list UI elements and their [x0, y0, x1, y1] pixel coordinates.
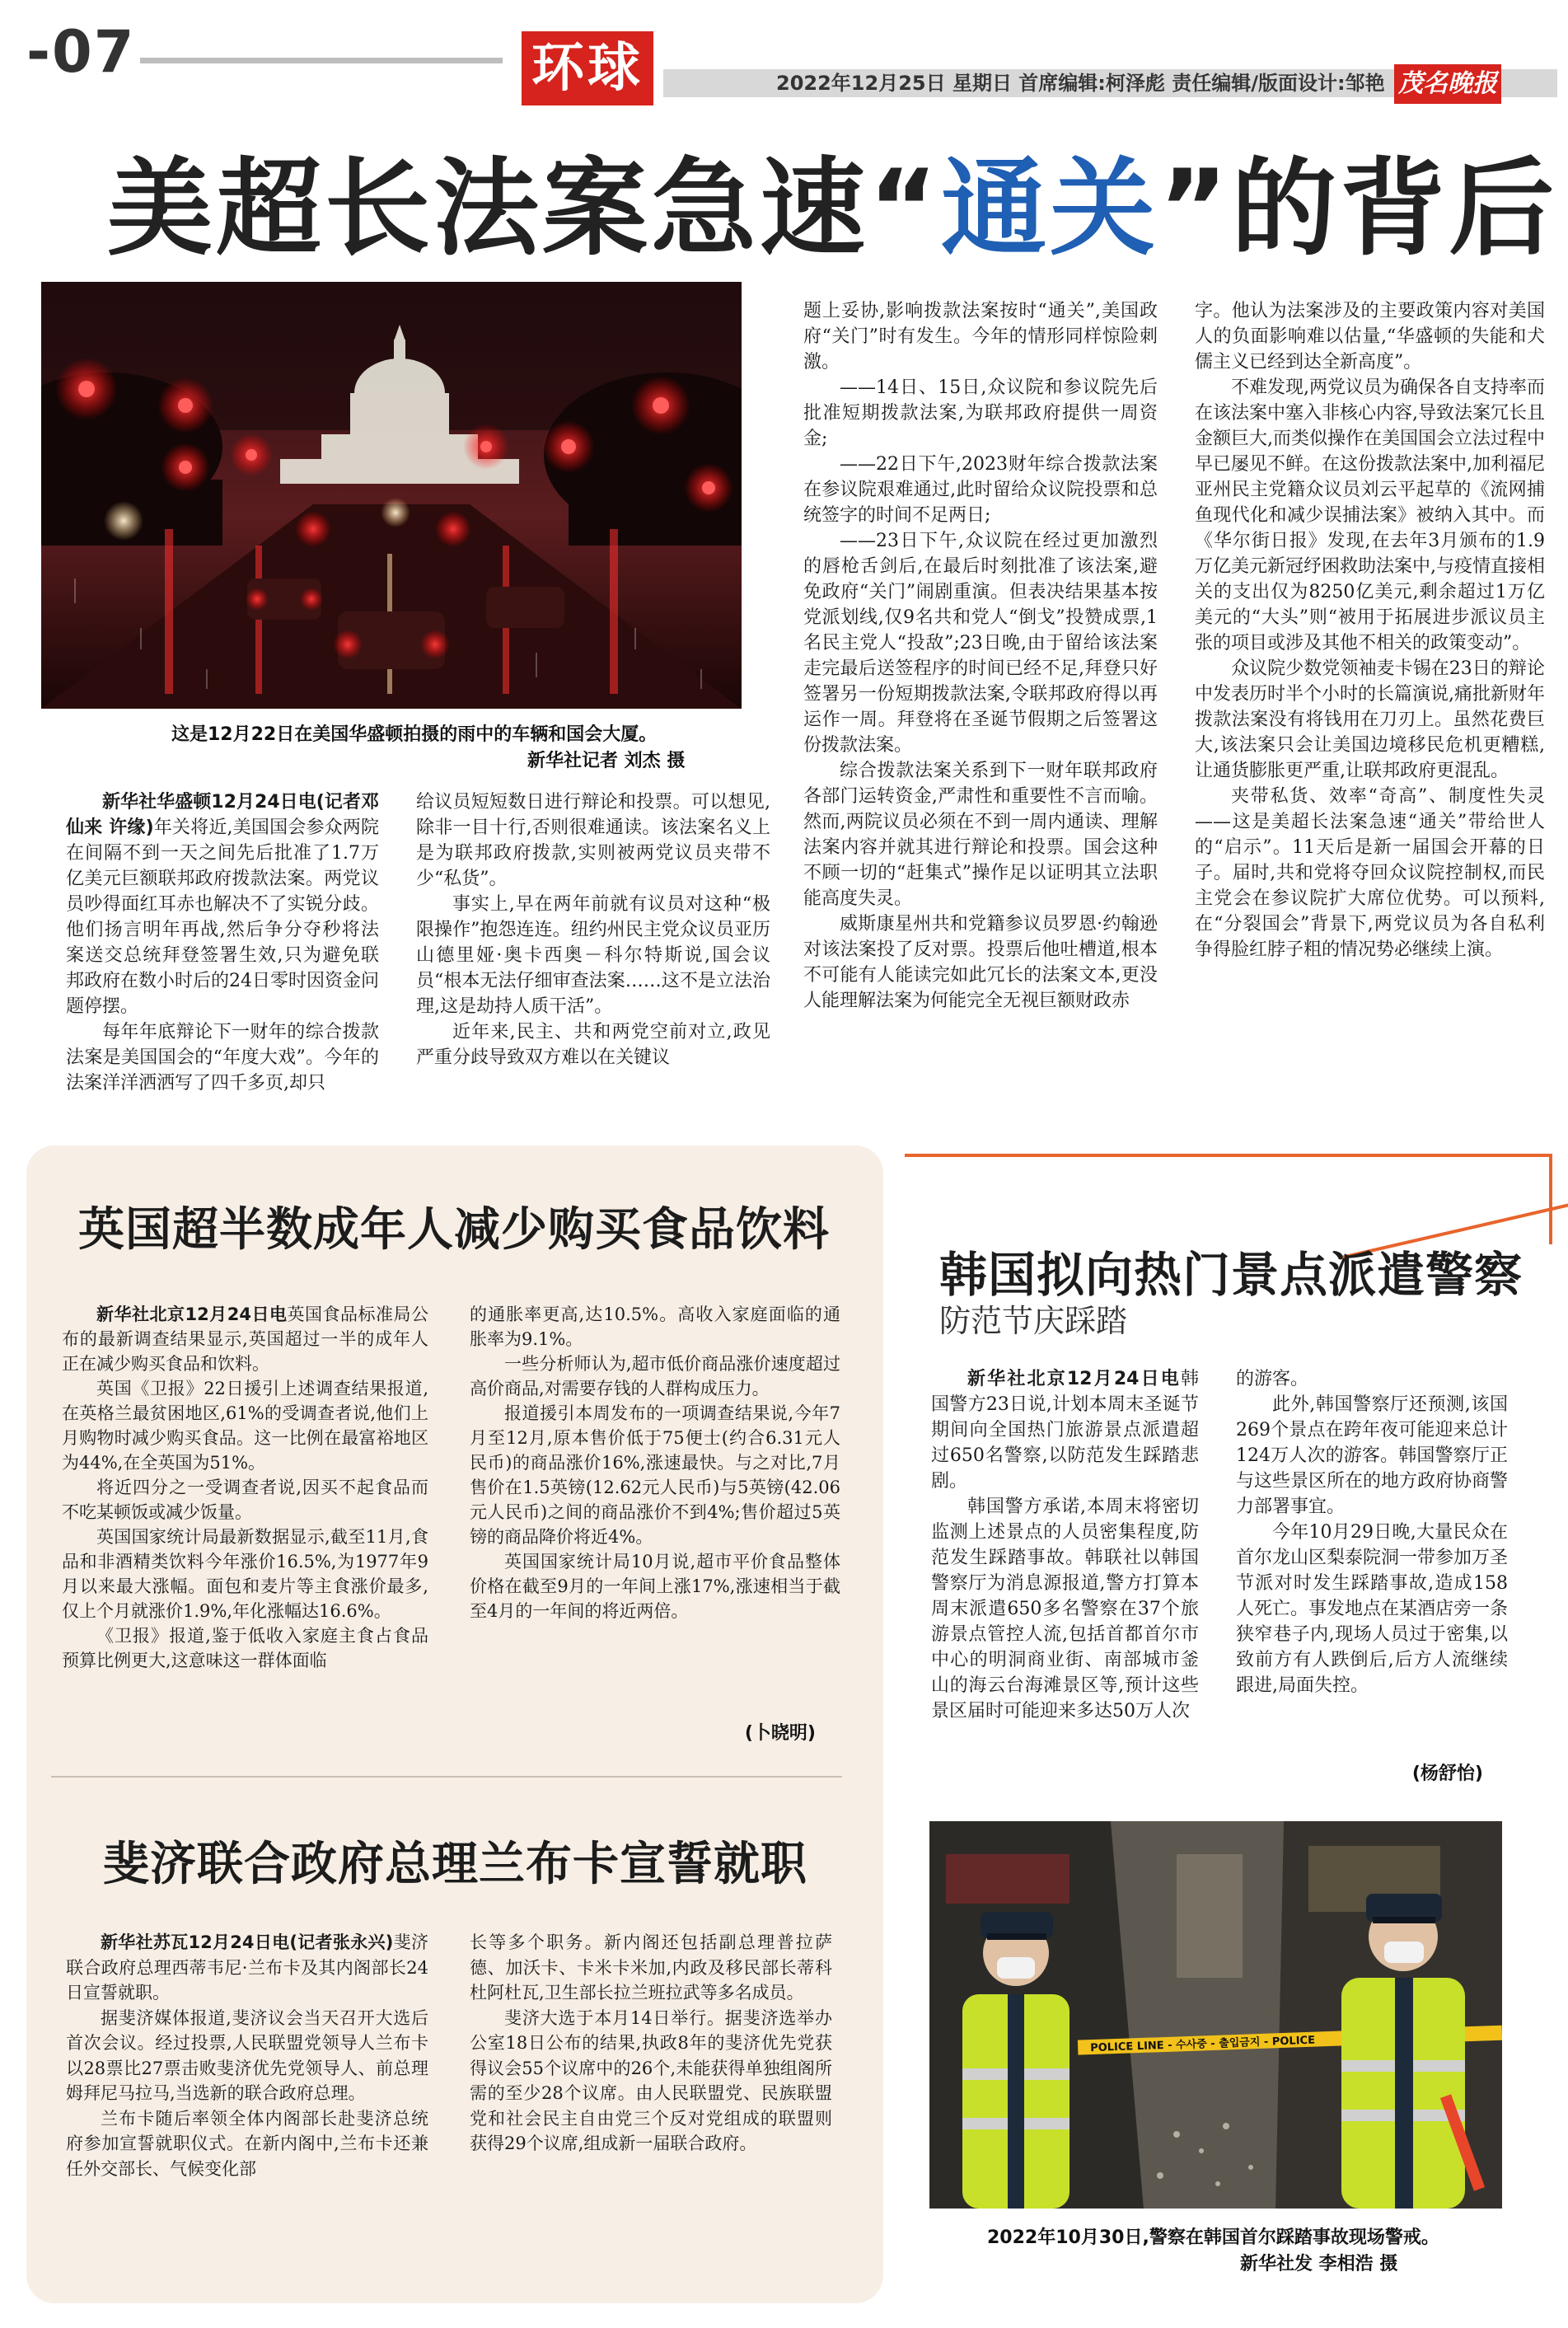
korea-article-col1-p2: 韩国警方承诺,本周末将密切监测上述景点的人员密集程度,防范发生踩踏事故。韩联社以韩国警察厅为消息源报道,警方打算本周末派遣650多名警察在37个旅游景点管控人流,包括首都首尔市中心的明洞商业街、南部城市釜山的海云台海滩景区等,预计这些景区届时可能迎来多达50万人次 — [931, 1497, 1199, 1721]
korea-article-col-2 — [1236, 1366, 1508, 1698]
date-line: 2022年12月25日 星期日 首席编辑:柯泽彪 责任编辑/版面设计:邹艳 — [776, 72, 1385, 95]
fiji-article-col1-p2: 据斐济媒体报道,斐济议会当天召开大选后首次会议。经过投票,人民联盟党领导人兰布卡以28票比27票击败斐济优先党领导人、前总理姆拜尼马拉马,当选新的联合政府总理。 — [66, 2007, 428, 2103]
main-article-col1-p2: 每年年底辩论下一财年的综合拨款法案是美国国会的“年度大戏”。今年的法案洋洋洒洒写了四千多页,却只 — [66, 1022, 379, 1094]
fiji-article-col-2 — [470, 1930, 832, 2157]
page-number: -07 — [26, 18, 136, 86]
korea-article-lead: 新华社北京12月24日电 — [967, 1369, 1181, 1389]
main-article-col3-p6: 威斯康星州共和党籍参议员罗恩·约翰逊对该法案投了反对票。投票后他吐槽道,根本不可能有人能读完如此冗长的法案文本,更没人能理解法案为何能完全无视巨额财政赤 — [803, 914, 1158, 1011]
korea-article-col1-p1: 韩国警方23日说,计划本周末圣诞节期间向全国热门旅游景点派遣超过650名警察,以防范发生踩踏悲剧。 — [931, 1369, 1199, 1492]
main-article-col-3 — [803, 298, 1158, 1014]
panel-divider — [51, 1776, 842, 1778]
korea-orange-rule-side — [1549, 1154, 1552, 1244]
uk-article-col-1 — [62, 1302, 428, 1673]
uk-article-col1-p2: 英国《卫报》22日援引上述调查结果报道,在英格兰最贫困地区,61%的受调查者说,他们上月购物时减少购买食品。这一比例在最富裕地区为44%,在全英国为51%。 — [62, 1379, 428, 1473]
main-article-col1-p1: 年关将近,美国国会参众两院在间隔不到一天之间先后批准了1.7万亿美元巨额联邦政府拨款法案。两党议员吵得面红耳赤也解决不了实锐分歧。他们扬言明年再战,然后争分夺秒将法案送交总统拜登签署生效,只为避免联邦政府在数小时后的24日零时因资金问题停摆。 — [66, 817, 380, 1017]
main-article-col3-p5: 综合拨款法案关系到下一财年联邦政府各部门运转资金,严肃性和重要性不言而喻。然而,两院议员必须在不到一周内通读、理解法案内容并就其进行辩论和投票。国会这种不顾一切的“赶集式”操作足以证明其立法职能高度失灵。 — [803, 761, 1158, 909]
main-article-col3-p4: ——23日下午,众议院在经过更加激烈的唇枪舌剑后,在最后时刻批准了该法案,避免政府“关门”闹剧重演。但表决结果基本按党派划线,仅9名共和党人“倒戈”投赞成票,1名民主党人“投敌”;23日晚,由于留给该法案走完最后送签程序的时间已经不足,拜登只好签署另一份短期拨款法案,令联邦政府得以再运作一周。拜登将在圣诞节假期之后签署这份拨款法案。 — [803, 531, 1158, 756]
main-article-col2-p2: 事实上,早在两年前就有议员对这种“极限操作”抱怨连连。纽约州民主党众议员亚历山德里娅·奥卡西奥－科尔特斯说,国会议员“根本无法仔细审查法案……这不是立法治理,这是劫持人质干活”。 — [416, 894, 770, 1017]
uk-article-col-2 — [470, 1302, 840, 1623]
uk-byline: (卜晓明) — [744, 1723, 816, 1744]
uk-article-col1-p4: 英国国家统计局最新数据显示,截至11月,食品和非酒精类饮料今年涨价16.5%,为1977年9月以来最大涨幅。面包和麦片等主食涨价最多,仅上个月就涨价1.9%,年化涨幅达16.6%。 — [62, 1527, 428, 1621]
korea-article-col-1 — [931, 1366, 1199, 1724]
main-article-col-4 — [1195, 298, 1545, 963]
capitol-photo-svg — [41, 282, 742, 709]
section-badge: 环球 — [522, 31, 653, 105]
uk-article-col2-p2: 一些分析师认为,超市低价商品涨价速度超过高价商品,对需要存钱的人群构成压力。 — [470, 1354, 840, 1398]
main-article-col4-p2: 不难发现,两党议员为确保各自支持率而在该法案中塞入非核心内容,导致法案冗长且金额巨大,而类似操作在美国国会立法过程中早已屡见不鲜。在这份拨款法案中,加利福尼亚州民主党籍众议员刘云平起草的《流网捕鱼现代化和减少误捕法案》被纳入其中。而《华尔街日报》发现,在去年3月颁布的1.9万亿美元新冠纾困救助法案中,与疫情直接相关的支出仅为8250亿美元,剩余超过1万亿美元的“大头”则“被用于拓展进步派议员主张的项目或涉及其他不相关的政策变动”。 — [1195, 377, 1545, 653]
uk-article-col1-p1: 英国食品标准局公布的最新调查结果显示,英国超过一半的成年人正在减少购买食品和饮料。 — [62, 1305, 429, 1374]
headline-part-1: 美超长法案急速“ — [107, 148, 942, 270]
fiji-article-col2-p2: 斐济大选于本月14日举行。据斐济选举办公室18日公布的结果,执政8年的斐济优先党获得议会55个议席中的26个,未能获得单独组阁所需的至少28个议席。由人民联盟党、民族联盟党和社会民主自由党三个反对党组成的联盟则获得29个议席,组成新一届联合政府。 — [470, 2007, 832, 2153]
fiji-article-col1-p3: 兰布卡随后率领全体内阁部长赴斐济总统府参加宣誓就职仪式。在新内阁中,兰布卡还兼任外交部长、气候变化部 — [66, 2108, 428, 2179]
fiji-article-lead: 新华社苏瓦12月24日电(记者张永兴) — [101, 1932, 394, 1952]
main-article-col3-p2: ——14日、15日,众议院和参议院先后批准短期拨款法案,为联邦政府提供一周资金; — [803, 377, 1158, 449]
headline-highlight: 通关 — [941, 148, 1159, 270]
korea-photo-caption: 2022年10月30日,警察在韩国首尔踩踏事故现场警戒。 — [987, 2227, 1439, 2248]
korea-article-col2-p2: 此外,韩国警察厅还预测,该国269个景点在跨年夜可能迎来总计124万人次的游客。韩国警察厅正与这些景区所在的地方政府协商警力部署事宜。 — [1236, 1394, 1509, 1517]
police-tape-text: POLICE LINE - 수사중 - 출입금지 - POLICE — [1089, 2034, 1316, 2055]
korea-byline: (杨舒怡) — [1411, 1764, 1483, 1784]
headline-part-2: ”的背后 — [1158, 148, 1558, 270]
main-headline — [107, 124, 1557, 275]
main-article-col3-p3: ——22日下午,2023财年综合拨款法案在参议院艰难通过,此时留给众议院投票和总统签字的时间不足两日; — [803, 454, 1158, 526]
main-article-col3-p1: 题上妥协,影响拨款法案按时“通关”,美国政府“关门”时有发生。今年的情形同样惊险刺激。 — [803, 301, 1158, 372]
uk-article-col2-p1: 的通胀率更高,达10.5%。高收入家庭面临的通胀率为9.1%。 — [470, 1305, 840, 1349]
newspaper-logo: 茂名晚报 — [1394, 64, 1501, 104]
uk-article-col2-p4: 英国国家统计局10月说,超市平价食品整体价格在截至9月的一年间上涨17%,涨速相当于截至4月的一年间的将近两倍。 — [470, 1552, 840, 1621]
main-article-col2-p3: 近年来,民主、共和两党空前对立,政见严重分歧导致双方难以在关键议 — [416, 1022, 770, 1068]
korea-photo-credit: 新华社发 李相浩 摄 — [1240, 2254, 1398, 2274]
main-article-col2-p1: 给议员短短数日进行辩论和投票。可以想见,除非一目十行,否则很难通读。该法案名义上是为联邦政府拨款,实则被两党议员夹带不少“私货”。 — [416, 792, 770, 889]
capitol-photo — [41, 282, 742, 709]
fiji-article-col-1 — [66, 1930, 428, 2181]
main-article-col4-p3: 众议院少数党领袖麦卡锡在23日的辩论中发表历时半个小时的长篇演说,痛批新财年拨款法案没有将钱用在刀刃上。虽然花费巨大,该法案只会让美国边境移民危机更糟糕,让通货膨胀更严重,让联邦政府更混乱。 — [1195, 658, 1545, 781]
korea-subheadline: 防范节庆踩踏 — [939, 1303, 1128, 1339]
korea-article-col2-p3: 今年10月29日晚,大量民众在首尔龙山区梨泰院洞一带参加万圣节派对时发生踩踏事故,造成158人死亡。事发地点在某酒店旁一条狭窄巷子内,现场人员过于密集,以致前方有人跌倒后,后方人流继续跟进,局面失控。 — [1236, 1522, 1509, 1696]
photo-credit: 新华社记者 刘杰 摄 — [527, 751, 686, 771]
main-article-col4-p1: 字。他认为法案涉及的主要政策内容对美国人的负面影响难以估量,“华盛顿的失能和犬儒主义已经到达全新高度”。 — [1195, 301, 1545, 372]
fiji-headline: 斐济联合政府总理兰布卡宣誓就职 — [103, 1838, 807, 1891]
fiji-article-col2-p1: 长等多个职务。新内阁还包括副总理普拉萨德、加沃卡、卡米卡米加,内政及移民部长蒂科杜阿杜瓦,卫生部长拉兰班拉武等多名成员。 — [470, 1932, 832, 2002]
masthead-rule-left — [140, 58, 503, 63]
korea-police-photo — [929, 1821, 1502, 2209]
uk-article-col2-p3: 报道援引本周发布的一项调查结果说,今年7月至12月,原本售价低于75便士(约合6.31元人民币)的商品涨价16%,涨速最快。与之对比,7月售价在1.5英镑(12.62元人民币)与5英镑(42.06元人民币)之间的商品涨价不到4%;售价超过5英镑的商品降价将近4%。 — [470, 1403, 840, 1547]
korea-headline: 韩国拟向热门景点派遣警察 — [939, 1247, 1524, 1303]
korea-article-col2-p1: 的游客。 — [1236, 1369, 1309, 1389]
main-article-col4-p4: 夹带私货、效率“奇高”、制度性失灵——这是美超长法案急速“通关”带给世人的“启示”。11天后是新一届国会开幕的日子。届时,共和党将夺回众议院控制权,而民主党会在参议院扩大席位优势。可以预料,在“分裂国会”背景下,两党议员为各自私利争得脸红脖子粗的情况势必继续上演。 — [1195, 786, 1545, 960]
photo-caption: 这是12月22日在美国华盛顿拍摄的雨中的车辆和国会大厦。 — [171, 724, 658, 745]
uk-article-col1-p5: 《卫报》报道,鉴于低收入家庭主食占食品预算比例更大,这意味这一群体面临 — [62, 1626, 428, 1670]
korea-photo-svg — [929, 1821, 1502, 2209]
fiji-article-col1-p1: 斐济联合政府总理西蒂韦尼·兰布卡及其内阁部长24日宣誓就职。 — [66, 1932, 428, 2002]
uk-article-lead: 新华社北京12月24日电 — [96, 1305, 288, 1324]
uk-article-col1-p3: 将近四分之一受调查者说,因买不起食品而不吃某顿饭或减少饭量。 — [62, 1478, 428, 1522]
uk-headline: 英国超半数成年人减少购买食品饮料 — [78, 1203, 830, 1257]
main-article-col-1 — [66, 789, 379, 1096]
main-article-col-2 — [416, 789, 770, 1070]
main-article-lead: 新华社华盛顿12月24日电(记者邓仙来 许缘) — [66, 792, 379, 838]
korea-orange-rule-top — [905, 1154, 1549, 1157]
